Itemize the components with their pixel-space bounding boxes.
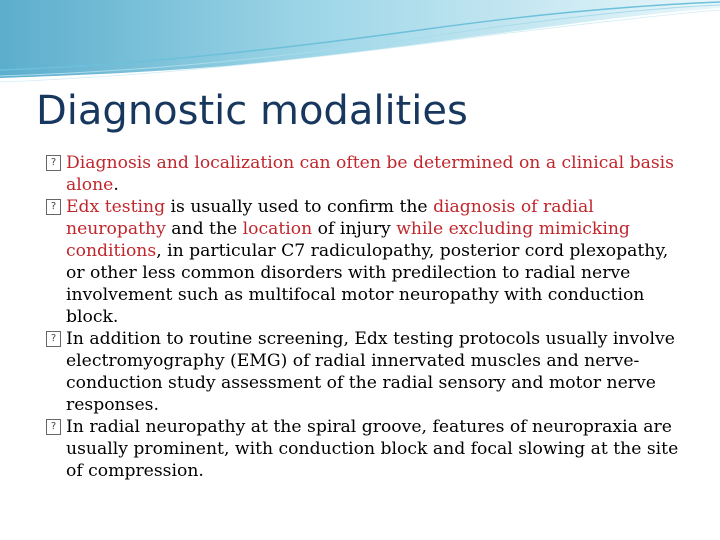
highlighted-text: Diagnosis and localization can often be determined on a clinical basis alone bbox=[66, 153, 674, 195]
missing-glyph-bullet-icon: ? bbox=[46, 331, 61, 347]
highlighted-text: location bbox=[242, 219, 313, 239]
missing-glyph-bullet-icon: ? bbox=[46, 419, 61, 435]
bullet-paragraph bbox=[46, 416, 686, 482]
body-text: is usually used to confirm the bbox=[165, 197, 434, 217]
bullet-paragraph bbox=[46, 328, 686, 416]
bullet-paragraph bbox=[46, 196, 686, 328]
body-text: In radial neuropathy at the spiral groove, features of neuropraxia are usually prominent, with conduction block and focal slowing at the site of compression. bbox=[66, 417, 679, 481]
highlighted-text: diagnosis of radial neuropathy bbox=[66, 197, 594, 239]
missing-glyph-bullet-icon: ? bbox=[46, 155, 61, 171]
highlighted-text: while excluding mimicking conditions bbox=[66, 219, 630, 261]
body-text: and the bbox=[165, 219, 243, 239]
body-text: In addition to routine screening, Edx testing protocols usually involve electromyography (EMG) of radial innervated muscles and nerve-conduction study assessment of the radial sensory and motor nerve responses. bbox=[66, 329, 675, 415]
body-text: of injury bbox=[312, 219, 397, 239]
slide-title: Diagnostic modalities bbox=[36, 88, 468, 134]
bullet-paragraph bbox=[46, 152, 686, 196]
missing-glyph-bullet-icon: ? bbox=[46, 199, 61, 215]
body-text: . bbox=[113, 175, 119, 195]
highlighted-text: Edx testing bbox=[66, 197, 166, 217]
header-wave-decoration bbox=[0, 0, 720, 90]
bullet-list bbox=[46, 152, 686, 482]
body-text: , in particular C7 radiculopathy, posterior cord plexopathy, or other less common disorders with predilection to radial nerve involvement such as multifocal motor neuropathy with conduction block. bbox=[66, 241, 669, 327]
